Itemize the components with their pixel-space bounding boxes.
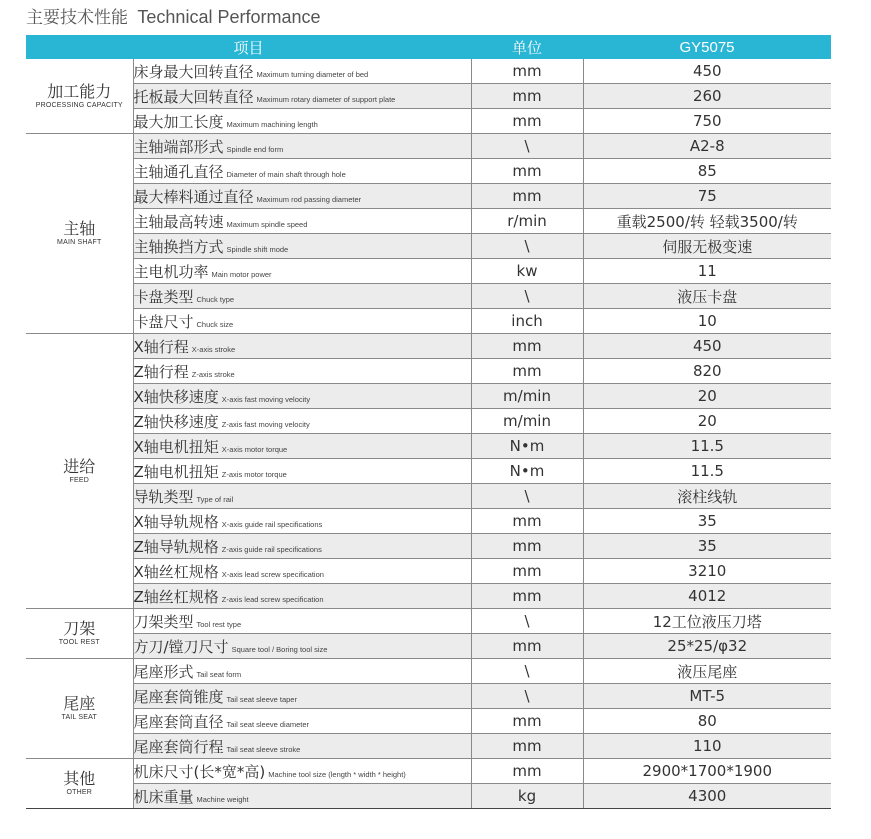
value-cell: 4300 xyxy=(583,784,831,809)
item-name-en: X-axis lead screw specification xyxy=(221,569,324,579)
item-name-en: Diameter of main shaft through hole xyxy=(226,169,346,179)
item-cell xyxy=(133,759,471,784)
value-cell: 25*25/φ32 xyxy=(583,634,831,659)
unit-cell: mm xyxy=(471,359,583,384)
value-cell: 12工位液压刀塔 xyxy=(583,609,831,634)
table-row xyxy=(26,759,831,784)
table-row xyxy=(26,734,831,759)
value-cell: 85 xyxy=(583,159,831,184)
unit-cell: mm xyxy=(471,184,583,209)
unit-cell: kg xyxy=(471,784,583,809)
value-cell: 4012 xyxy=(583,584,831,609)
item-name: 主轴端部形式 xyxy=(133,137,224,156)
unit-cell: \ xyxy=(471,234,583,259)
item-cell xyxy=(133,259,471,284)
item-name: 床身最大回转直径 xyxy=(133,62,254,81)
item-name-en: Square tool / Boring tool size xyxy=(231,644,328,654)
value-cell: 450 xyxy=(583,334,831,359)
item-cell xyxy=(133,284,471,309)
item-name-en: X-axis fast moving velocity xyxy=(221,394,311,404)
unit-cell: inch xyxy=(471,309,583,334)
table-row xyxy=(26,109,831,134)
item-cell xyxy=(133,509,471,534)
item-name: X轴行程 xyxy=(133,337,189,356)
unit-cell: mm xyxy=(471,634,583,659)
unit-cell: \ xyxy=(471,659,583,684)
value-cell: 3210 xyxy=(583,559,831,584)
item-name-en: Spindle end form xyxy=(226,144,284,154)
item-name-en: Maximum rod passing diameter xyxy=(256,194,362,204)
item-cell xyxy=(133,209,471,234)
item-name: 导轨类型 xyxy=(133,487,194,506)
value-cell: 80 xyxy=(583,709,831,734)
unit-cell: mm xyxy=(471,734,583,759)
value-cell: 20 xyxy=(583,409,831,434)
unit-cell: mm xyxy=(471,334,583,359)
item-name-en: Machine weight xyxy=(196,794,249,804)
item-name: Z轴导轨规格 xyxy=(133,537,219,556)
table-row xyxy=(26,634,831,659)
table-row xyxy=(26,659,831,684)
item-cell xyxy=(133,184,471,209)
item-name: 尾座套筒行程 xyxy=(133,737,224,756)
item-cell xyxy=(133,59,471,84)
item-name: 机床尺寸(长*宽*高) xyxy=(133,762,266,781)
item-cell xyxy=(133,734,471,759)
unit-cell: mm xyxy=(471,159,583,184)
item-name-en: Z-axis stroke xyxy=(191,369,235,379)
item-name-en: Chuck type xyxy=(196,294,235,304)
table-row xyxy=(26,309,831,334)
item-name: X轴丝杠规格 xyxy=(133,562,219,581)
item-name-en: Z-axis motor torque xyxy=(221,469,287,479)
category-label: 尾座 xyxy=(63,694,96,713)
value-cell: 11.5 xyxy=(583,434,831,459)
category-cell xyxy=(26,759,133,809)
category-cell xyxy=(26,659,133,759)
category-cell xyxy=(26,334,133,609)
table-row xyxy=(26,159,831,184)
table-row xyxy=(26,459,831,484)
item-name: 卡盘类型 xyxy=(133,287,194,306)
unit-cell: \ xyxy=(471,684,583,709)
item-name: X轴快移速度 xyxy=(133,387,219,406)
item-cell xyxy=(133,634,471,659)
item-name-en: X-axis motor torque xyxy=(221,444,288,454)
page-title xyxy=(26,6,321,28)
category-label-en: FEED xyxy=(69,476,89,484)
item-name: 主轴换挡方式 xyxy=(133,237,224,256)
value-cell: 35 xyxy=(583,534,831,559)
table-row xyxy=(26,584,831,609)
category-cell xyxy=(26,59,133,134)
item-name-en: Tool rest type xyxy=(196,619,242,629)
table-row xyxy=(26,709,831,734)
value-cell: 液压尾座 xyxy=(583,659,831,684)
category-label-en: OTHER xyxy=(66,789,92,796)
unit-cell: N•m xyxy=(471,459,583,484)
item-name: 刀架类型 xyxy=(133,612,194,631)
category-label-en: TAIL SEAT xyxy=(61,714,97,721)
spec-table-body xyxy=(26,59,831,809)
value-cell: 伺服无极变速 xyxy=(583,234,831,259)
item-name-en: Main motor power xyxy=(211,269,272,279)
unit-cell: mm xyxy=(471,759,583,784)
value-cell: 滚柱线轨 xyxy=(583,484,831,509)
item-cell xyxy=(133,584,471,609)
unit-cell: \ xyxy=(471,609,583,634)
item-name: 主轴最高转速 xyxy=(133,212,224,231)
item-name: Z轴行程 xyxy=(133,362,189,381)
page-title-en: Technical Performance xyxy=(137,7,321,27)
table-row xyxy=(26,384,831,409)
item-name: 主轴通孔直径 xyxy=(133,162,224,181)
category-cell xyxy=(26,134,133,334)
item-name: 方刀/镗刀尺寸 xyxy=(133,637,229,656)
unit-cell: mm xyxy=(471,709,583,734)
item-cell xyxy=(133,84,471,109)
category-cell xyxy=(26,609,133,659)
table-row xyxy=(26,784,831,809)
item-name-en: Z-axis lead screw specification xyxy=(221,594,324,604)
value-cell: 75 xyxy=(583,184,831,209)
table-row xyxy=(26,509,831,534)
value-cell: A2-8 xyxy=(583,134,831,159)
unit-cell: mm xyxy=(471,109,583,134)
table-row xyxy=(26,234,831,259)
unit-cell: N•m xyxy=(471,434,583,459)
table-row xyxy=(26,434,831,459)
unit-cell: kw xyxy=(471,259,583,284)
table-row xyxy=(26,684,831,709)
table-row xyxy=(26,84,831,109)
unit-cell: m/min xyxy=(471,409,583,434)
item-cell xyxy=(133,684,471,709)
item-cell xyxy=(133,659,471,684)
table-row xyxy=(26,609,831,634)
item-cell xyxy=(133,784,471,809)
item-name-en: Chuck size xyxy=(196,319,234,329)
item-name-en: Type of rail xyxy=(196,494,234,504)
table-row xyxy=(26,284,831,309)
item-name: 尾座形式 xyxy=(133,662,194,681)
value-cell: 20 xyxy=(583,384,831,409)
table-row xyxy=(26,134,831,159)
item-cell xyxy=(133,609,471,634)
item-name-en: Tail seat form xyxy=(196,669,242,679)
header-item: 项目 xyxy=(26,35,471,59)
item-name: 机床重量 xyxy=(133,787,194,806)
item-name: 最大加工长度 xyxy=(133,112,224,131)
value-cell: 450 xyxy=(583,59,831,84)
unit-cell: m/min xyxy=(471,384,583,409)
page-title-zh: 主要技术性能 xyxy=(26,8,128,28)
table-row xyxy=(26,209,831,234)
item-name-en: X-axis stroke xyxy=(191,344,236,354)
item-name: 最大棒料通过直径 xyxy=(133,187,254,206)
item-name-en: Tail seat sleeve stroke xyxy=(226,744,301,754)
item-name-en: Z-axis fast moving velocity xyxy=(221,419,310,429)
value-cell: 2900*1700*1900 xyxy=(583,759,831,784)
value-cell: 11.5 xyxy=(583,459,831,484)
value-cell: 260 xyxy=(583,84,831,109)
table-header-row xyxy=(26,35,831,59)
item-name-en: Tail seat sleeve taper xyxy=(226,694,297,704)
unit-cell: mm xyxy=(471,584,583,609)
item-name-en: Maximum machining length xyxy=(226,119,318,129)
item-cell xyxy=(133,434,471,459)
unit-cell: mm xyxy=(471,534,583,559)
header-unit: 单位 xyxy=(471,35,583,59)
table-row xyxy=(26,334,831,359)
item-name: Z轴电机扭矩 xyxy=(133,462,219,481)
category-label: 主轴 xyxy=(63,219,96,238)
category-label: 其他 xyxy=(63,769,96,788)
item-name: X轴导轨规格 xyxy=(133,512,219,531)
value-cell: 35 xyxy=(583,509,831,534)
item-cell xyxy=(133,309,471,334)
item-name-en: Tail seat sleeve diameter xyxy=(226,719,310,729)
header-model: GY5075 xyxy=(583,35,831,59)
unit-cell: \ xyxy=(471,284,583,309)
item-name-en: Maximum rotary diameter of support plate xyxy=(256,94,396,104)
item-cell xyxy=(133,159,471,184)
item-cell xyxy=(133,234,471,259)
item-name: 尾座套筒锥度 xyxy=(133,687,224,706)
spec-table xyxy=(26,35,831,809)
category-label-en: MAIN SHAFT xyxy=(57,239,102,246)
item-name-en: Maximum turning diameter of bed xyxy=(256,69,369,79)
value-cell: 820 xyxy=(583,359,831,384)
category-label: 加工能力 xyxy=(47,81,112,101)
unit-cell: \ xyxy=(471,134,583,159)
table-row xyxy=(26,59,831,84)
value-cell: 10 xyxy=(583,309,831,334)
unit-cell: mm xyxy=(471,59,583,84)
item-cell xyxy=(133,134,471,159)
unit-cell: r/min xyxy=(471,209,583,234)
unit-cell: mm xyxy=(471,84,583,109)
value-cell: 750 xyxy=(583,109,831,134)
category-label-en: TOOL REST xyxy=(58,639,100,646)
category-label-en: PROCESSING CAPACITY xyxy=(35,101,123,109)
item-cell xyxy=(133,559,471,584)
value-cell: MT-5 xyxy=(583,684,831,709)
item-cell xyxy=(133,109,471,134)
item-name-en: X-axis guide rail specifications xyxy=(221,519,323,529)
item-cell xyxy=(133,484,471,509)
item-name: X轴电机扭矩 xyxy=(133,437,219,456)
unit-cell: \ xyxy=(471,484,583,509)
item-cell xyxy=(133,334,471,359)
item-name-en: Maximum spindle speed xyxy=(226,219,308,229)
unit-cell: mm xyxy=(471,509,583,534)
item-name: Z轴快移速度 xyxy=(133,412,219,431)
item-name: 卡盘尺寸 xyxy=(133,312,194,331)
table-row xyxy=(26,259,831,284)
item-name: 主电机功率 xyxy=(133,262,209,281)
value-cell: 液压卡盘 xyxy=(583,284,831,309)
category-label: 刀架 xyxy=(63,619,96,638)
unit-cell: mm xyxy=(471,559,583,584)
value-cell: 110 xyxy=(583,734,831,759)
item-cell xyxy=(133,534,471,559)
item-cell xyxy=(133,459,471,484)
table-row xyxy=(26,559,831,584)
table-row xyxy=(26,359,831,384)
item-name: Z轴丝杠规格 xyxy=(133,587,219,606)
item-name-en: Spindle shift mode xyxy=(226,244,289,254)
item-cell xyxy=(133,709,471,734)
value-cell: 11 xyxy=(583,259,831,284)
item-name: 尾座套筒直径 xyxy=(133,712,224,731)
item-cell xyxy=(133,409,471,434)
category-label: 进给 xyxy=(63,456,96,476)
item-name: 托板最大回转直径 xyxy=(133,87,254,106)
item-name-en: Machine tool size (length * width * height) xyxy=(268,769,406,779)
table-row xyxy=(26,184,831,209)
item-cell xyxy=(133,384,471,409)
value-cell: 重载2500/转 轻载3500/转 xyxy=(583,209,831,234)
table-row xyxy=(26,409,831,434)
item-name-en: Z-axis guide rail specifications xyxy=(221,544,322,554)
table-row xyxy=(26,534,831,559)
item-cell xyxy=(133,359,471,384)
table-row xyxy=(26,484,831,509)
